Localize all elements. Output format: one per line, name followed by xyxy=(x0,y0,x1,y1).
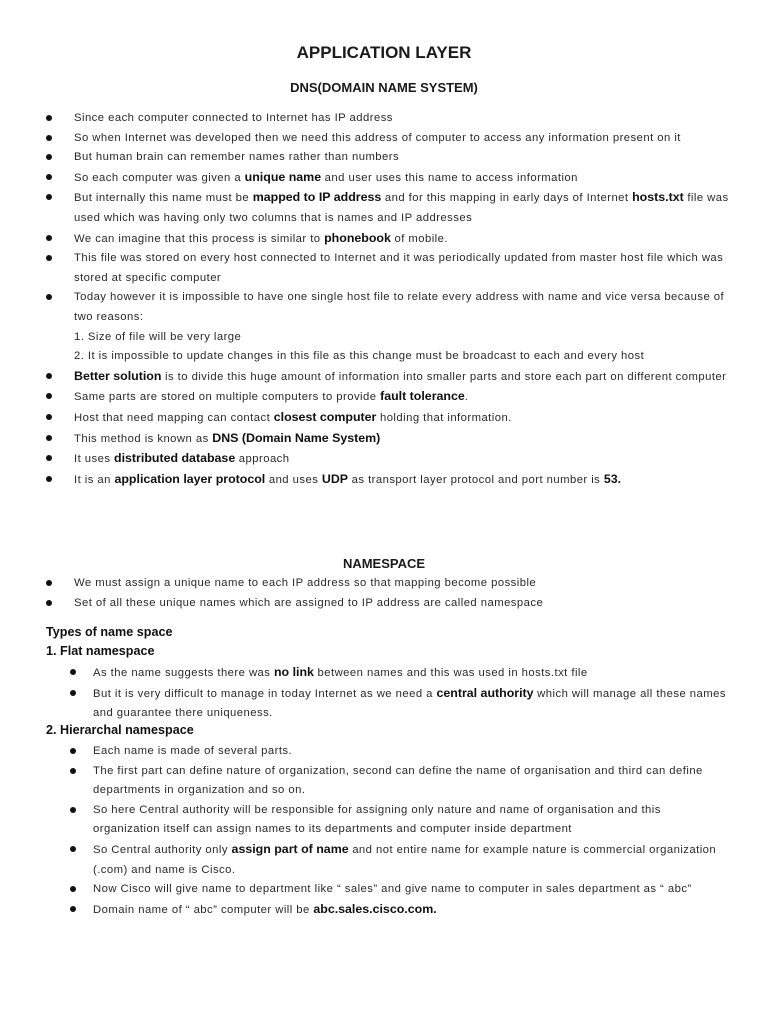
bold-term: closest computer xyxy=(273,409,377,424)
list-item xyxy=(46,288,736,366)
list-item-text: Now Cisco will give name to department like “ sales” and give name to computer in sales department as “ abc” xyxy=(93,883,692,896)
bullet-icon xyxy=(70,846,76,852)
bold-term: application layer protocol xyxy=(114,471,266,486)
types-heading: Types of name space xyxy=(46,625,173,639)
list-item-text: So each computer was given a unique name and user uses this name to access information xyxy=(74,169,578,184)
bold-term: assign part of name xyxy=(231,841,349,856)
bullet-icon xyxy=(46,414,52,420)
list-item-text: But internally this name must be mapped to IP address and for this mapping in early days of Internet hosts.txt file was used which was having only two columns that is names and IP addresses xyxy=(74,190,729,224)
list-item xyxy=(70,684,730,724)
list-item-text: So here Central authority will be responsible for assigning only nature and name of organisation and this organization itself can assign names to its departments and computer inside department xyxy=(93,803,661,836)
bullet-icon xyxy=(70,807,76,813)
list-item-text: Domain name of “ abc” computer will be abc.sales.cisco.com. xyxy=(93,901,437,916)
list-item xyxy=(70,762,730,801)
flat-namespace-list xyxy=(70,663,730,724)
bullet-icon xyxy=(46,294,52,300)
list-item xyxy=(46,470,736,491)
bullet-icon xyxy=(70,669,76,675)
bullet-icon xyxy=(46,373,52,379)
bullet-icon xyxy=(70,768,76,774)
bold-term: fault tolerance xyxy=(380,389,465,404)
list-item-text: This method is known as DNS (Domain Name System) xyxy=(74,430,381,445)
bold-term: phonebook xyxy=(324,230,391,245)
bullet-icon xyxy=(46,580,52,586)
list-item xyxy=(70,840,730,880)
bullet-icon xyxy=(70,748,76,754)
namespace-heading: NAMESPACE xyxy=(342,556,426,571)
bold-term: mapped to IP address xyxy=(252,190,382,205)
bullet-icon xyxy=(46,393,52,399)
bold-term: distributed database xyxy=(114,451,236,466)
list-item xyxy=(46,574,736,594)
bullet-icon xyxy=(46,154,52,160)
list-item-text: As the name suggests there was no link between names and this was used in hosts.txt file xyxy=(93,665,588,679)
list-item-text: So when Internet was developed then we need this address of computer to access any information present on it xyxy=(74,131,681,144)
list-item xyxy=(46,429,736,450)
list-item xyxy=(46,594,736,614)
dns-points-list xyxy=(46,109,736,490)
list-item-text: But it is very difficult to manage in today Internet as we need a central authority which will manage all these names and guarantee there uniqueness. xyxy=(93,685,726,720)
list-item-text: Better solution is to divide this huge amount of information into smaller parts and store each part on different computer xyxy=(74,368,727,383)
bold-term: central authority xyxy=(436,685,534,700)
list-item xyxy=(46,229,736,250)
bullet-icon xyxy=(46,255,52,261)
list-item xyxy=(46,168,736,189)
bold-term: Better solution xyxy=(74,368,162,383)
bullet-icon xyxy=(70,906,76,912)
bullet-icon xyxy=(46,115,52,121)
list-item-text: This file was stored on every host connected to Internet and it was periodically updated from master host file which was stored at specific computer xyxy=(74,252,724,284)
page-title: APPLICATION LAYER xyxy=(296,43,472,62)
list-item xyxy=(46,188,736,228)
list-item-text: We must assign a unique name to each IP address so that mapping become possible xyxy=(74,577,537,589)
bullet-icon xyxy=(46,476,52,482)
dns-subtitle: DNS(DOMAIN NAME SYSTEM) xyxy=(290,80,478,95)
list-item xyxy=(46,148,736,168)
bold-term: 53. xyxy=(603,471,622,486)
bold-term: abc.sales.cisco.com. xyxy=(313,901,437,916)
bold-term: DNS (Domain Name System) xyxy=(212,430,381,445)
list-item xyxy=(46,408,736,429)
bold-term: no link xyxy=(273,665,314,679)
list-item-text: It is an application layer protocol and uses UDP as transport layer protocol and port number is 53. xyxy=(74,471,622,486)
list-item xyxy=(46,129,736,149)
list-item-text: Each name is made of several parts. xyxy=(93,745,293,757)
list-item-text: Set of all these unique names which are assigned to IP address are called namespace xyxy=(74,596,544,609)
namespace-points-list xyxy=(46,574,736,613)
list-item-text: But human brain can remember names rather than numbers xyxy=(74,151,400,164)
bullet-icon xyxy=(70,886,76,892)
list-item-text: The first part can define nature of organization, second can define the name of organisation and third can define departments in organization and so on. xyxy=(93,764,703,797)
list-item xyxy=(46,367,736,388)
bold-term: hosts.txt xyxy=(632,190,684,205)
hierarchal-namespace-list xyxy=(70,742,730,920)
list-item xyxy=(70,900,730,921)
list-item xyxy=(46,449,736,470)
list-item-text: Host that need mapping can contact closest computer holding that information. xyxy=(74,409,512,424)
list-item-text: So Central authority only assign part of name and not entire name for example nature is commercial organization (.com) and name is Cisco. xyxy=(93,841,717,876)
flat-namespace-heading: 1. Flat namespace xyxy=(46,644,155,658)
list-item xyxy=(70,742,730,762)
hierarchal-namespace-heading: 2. Hierarchal namespace xyxy=(46,723,194,737)
bullet-icon xyxy=(46,435,52,441)
list-item xyxy=(70,663,730,684)
bullet-icon xyxy=(46,174,52,180)
bullet-icon xyxy=(46,194,52,200)
list-item-text: Today however it is impossible to have one single host file to relate every address with name and vice versa because of two reasons: 1. Size of file will be very large 2. It is impossible to update changes in this file as this change must be broadcast to each and every host xyxy=(74,291,725,363)
list-item-text: Same parts are stored on multiple computers to provide fault tolerance. xyxy=(74,389,469,404)
bold-term: unique name xyxy=(244,169,322,184)
bullet-icon xyxy=(70,690,76,696)
list-item-text: We can imagine that this process is similar to phonebook of mobile. xyxy=(74,230,448,245)
list-item xyxy=(70,880,730,900)
bullet-icon xyxy=(46,600,52,606)
list-item-text: Since each computer connected to Internet has IP address xyxy=(74,112,393,124)
list-item-text: It uses distributed database approach xyxy=(74,451,290,466)
bullet-icon xyxy=(46,235,52,241)
bullet-icon xyxy=(46,455,52,461)
bullet-icon xyxy=(46,135,52,141)
list-item xyxy=(46,387,736,408)
bold-term: UDP xyxy=(321,471,349,486)
list-item xyxy=(46,109,736,129)
list-item xyxy=(46,249,736,288)
list-item xyxy=(70,801,730,840)
